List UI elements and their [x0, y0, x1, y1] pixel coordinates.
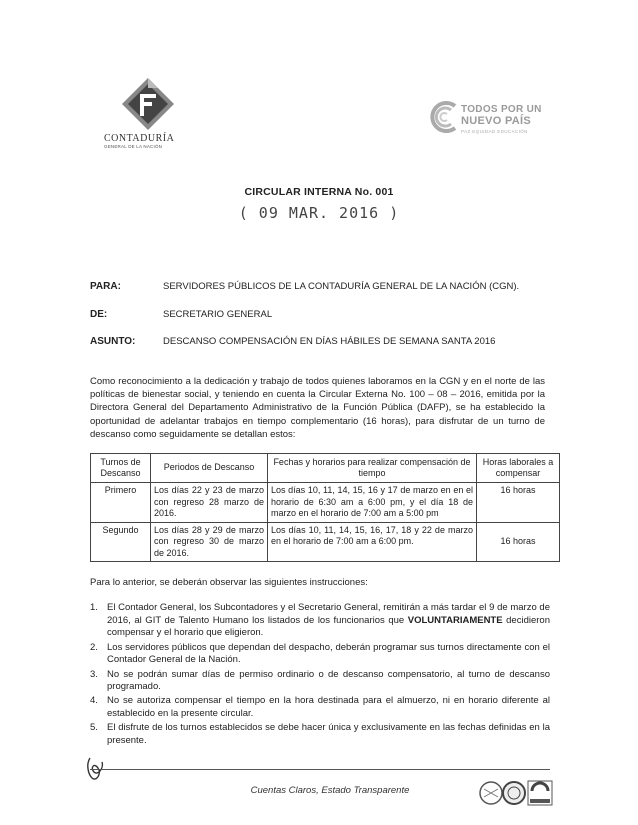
tricolor-swoosh-icon [425, 100, 459, 134]
para-value: SERVIDORES PÚBLICOS DE LA CONTADURÍA GENERAL DE LA NACIÓN (CGN). [163, 281, 520, 292]
item-text: Los servidores públicos que dependan del despacho, deberán programar sus turnos directamente con el Contador General de la Nación. [107, 641, 550, 666]
circular-date-stamp: ( 09 MAR. 2016 ) [238, 204, 400, 222]
table-header-row [91, 454, 560, 483]
slogan-line-1: TODOS POR UN [461, 104, 542, 115]
de-value: SECRETARIO GENERAL [163, 309, 273, 320]
item-number: 3. [90, 668, 98, 680]
government-slogan-logo [425, 98, 555, 138]
item-number: 1. [90, 602, 98, 613]
slogan-line-2: NUEVO PAÍS [461, 115, 532, 127]
contaduria-logo [104, 76, 194, 149]
instructions-lead: Para lo anterior, se deberán observar las siguientes instrucciones: [90, 577, 368, 588]
item-emphasis: VOLUNTARIAMENTE [407, 614, 503, 626]
list-item [90, 642, 550, 667]
footer-motto: Cuentas Claros, Estado Transparente [250, 785, 410, 796]
item-text: El Contador General, los Subcontadores y el Secretario General, remitirán a más tardar el 9 de marzo de 2016, al GIT de Talento Humano los listados de los funcionarios que [107, 602, 550, 626]
header-periodos: Periodos de Descanso [151, 454, 268, 483]
cell-fechas: Los días 10, 11, 14, 15, 16 y 17 de marzo en en el horario de 6:30 am a 6:00 pm, y el día 18 de marzo en el horario de 7:00 am a 5:00 pm [268, 483, 477, 523]
rest-shifts-table [90, 453, 560, 562]
item-text-end: decidieron compensar y el horario que eligieron. [107, 614, 550, 639]
contaduria-emblem-icon [120, 76, 176, 132]
cell-turno: Primero [91, 483, 151, 523]
header-turnos: Turnos de Descanso [91, 454, 151, 483]
asunto-value: DESCANSO COMPENSACIÓN EN DÍAS HÁBILES DE SEMANA SANTA 2016 [163, 336, 496, 347]
para-label: PARA: [90, 281, 121, 292]
slogan-line-3: PAZ EQUIDAD EDUCACIÓN [461, 129, 528, 134]
cell-periodo: Los días 28 y 29 de marzo con regreso 30 de marzo de 2016. [151, 522, 268, 562]
de-label: DE: [90, 309, 108, 320]
item-text: El disfrute de los turnos establecidos se debe hacer única y exclusivamente en las fechas definidas en la presente. [107, 722, 550, 747]
org-name: CONTADURÍA [104, 133, 175, 144]
cell-periodo: Los días 22 y 23 de marzo con regreso 28 marzo de 2016. [151, 483, 268, 523]
list-item [90, 722, 550, 747]
asunto-label: ASUNTO: [90, 336, 136, 347]
cell-horas: 16 horas [477, 483, 560, 523]
cell-fechas: Los días 10, 11, 14, 15, 16, 17, 18 y 22 de marzo en el horario de 7:00 am a 6:00 pm. [268, 522, 477, 562]
header-fechas: Fechas y horarios para realizar compensación de tiempo [268, 454, 477, 483]
list-item [90, 695, 550, 720]
item-text: No se podrán sumar días de permiso ordinario o de descanso compensatorio, al turno de descanso programado. [107, 668, 550, 693]
instructions-list [90, 602, 550, 749]
org-subtitle: GENERAL DE LA NACIÓN [104, 144, 163, 149]
signature-initial-icon [84, 754, 108, 782]
item-number: 5. [90, 722, 98, 734]
item-text: No se autoriza compensar el tiempo en la hora destinada para el almuerzo, ni en horario diferente al establecido en la presente circular. [107, 695, 550, 720]
table-row [91, 522, 560, 562]
header-horas: Horas laborales a compensar [477, 454, 560, 483]
certification-seals-icon [478, 771, 554, 813]
item-number: 2. [90, 641, 98, 653]
cell-horas: 16 horas [477, 522, 560, 562]
item-number: 4. [90, 695, 98, 707]
list-item [90, 602, 550, 640]
list-item [90, 669, 550, 694]
circular-title: CIRCULAR INTERNA No. 001 [244, 186, 394, 198]
table-row [91, 483, 560, 523]
intro-paragraph: Como reconocimiento a la dedicación y trabajo de todos quienes laboramos en la CGN y en el norte de las políticas de bienestar social, y teniendo en cuenta la Circular Externa No. 100 – 08 – 2016, emitida por la Directora General del Departamento Administrativo de la Función Pública (DAFP), se ha establecido la oportunidad de adelantar trabajos en tiempo complementario (16 horas), para disfrutar de un turno de descanso como seguidamente se detallan estos: [90, 376, 545, 440]
cell-turno: Segundo [91, 522, 151, 562]
footer-divider [90, 769, 550, 770]
